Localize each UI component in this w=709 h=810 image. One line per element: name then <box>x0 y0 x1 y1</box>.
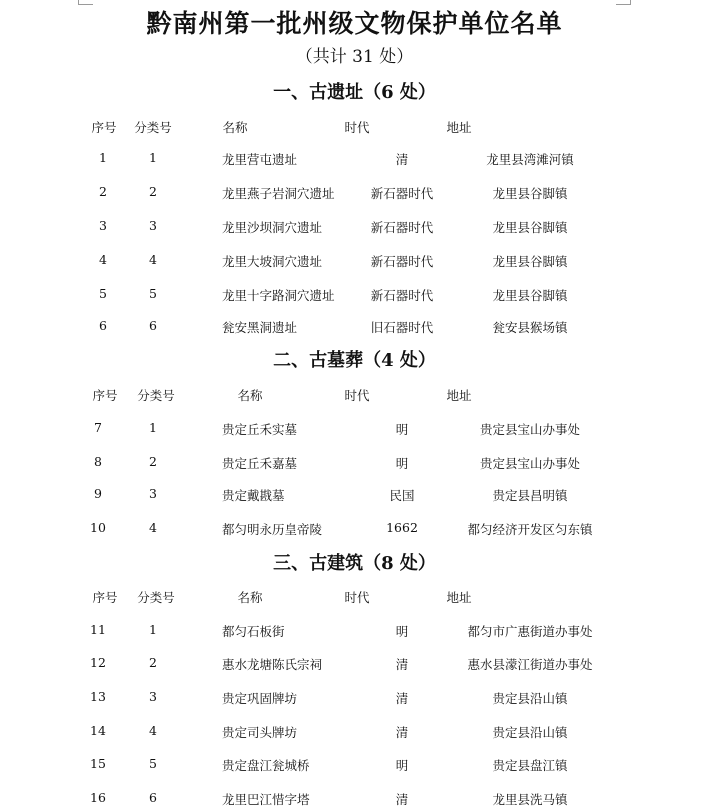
cell-name: 都匀石板街 <box>222 624 285 639</box>
cell-era: 清 <box>395 152 409 167</box>
cell-class-no: 1 <box>149 420 157 435</box>
cell-name: 龙里燕子岩洞穴遗址 <box>222 186 335 201</box>
cell-class-no: 1 <box>149 150 157 165</box>
header-era: 时代 <box>344 590 370 605</box>
cell-address: 瓮安县猴场镇 <box>492 320 568 335</box>
cell-era: 清 <box>395 792 409 807</box>
cell-class-no: 3 <box>149 486 157 501</box>
cell-seq: 8 <box>94 454 102 469</box>
header-era: 时代 <box>344 120 370 135</box>
cell-name: 贵定巩固牌坊 <box>222 691 298 706</box>
cell-address: 龙里县湾滩河镇 <box>486 152 574 167</box>
cell-era: 明 <box>395 624 409 639</box>
cell-address: 惠水县濛江街道办事处 <box>467 657 593 672</box>
cell-class-no: 4 <box>149 723 157 738</box>
section-title: 二、古墓葬（4 处） <box>273 350 436 371</box>
cell-era: 清 <box>395 691 409 706</box>
cell-class-no: 6 <box>149 790 157 805</box>
cell-seq: 13 <box>90 689 106 704</box>
cell-address: 龙里县谷脚镇 <box>492 288 568 303</box>
cell-address: 龙里县洗马镇 <box>492 792 568 807</box>
cell-era: 新石器时代 <box>370 254 434 269</box>
header-address: 地址 <box>446 120 472 135</box>
document-title: 黔南州第一批州级文物保护单位名单 <box>146 9 563 38</box>
cell-address: 龙里县谷脚镇 <box>492 186 568 201</box>
cell-address: 都匀市广惠街道办事处 <box>467 624 593 639</box>
cell-name: 贵定丘禾实墓 <box>222 422 298 437</box>
cell-class-no: 3 <box>149 218 157 233</box>
cell-seq: 6 <box>99 318 107 333</box>
cell-era: 清 <box>395 725 409 740</box>
cell-seq: 4 <box>99 252 107 267</box>
section-title: 三、古建筑（8 处） <box>273 553 436 574</box>
cell-era: 明 <box>395 456 409 471</box>
cell-address: 都匀经济开发区匀东镇 <box>467 522 593 537</box>
cell-era: 民国 <box>389 488 415 503</box>
cell-name: 贵定盘江瓮城桥 <box>222 758 310 773</box>
cell-seq: 2 <box>99 184 107 199</box>
cell-address: 贵定县昌明镇 <box>492 488 568 503</box>
cell-era: 新石器时代 <box>370 220 434 235</box>
cell-seq: 9 <box>94 486 102 501</box>
header-name: 名称 <box>222 120 248 135</box>
cell-seq: 16 <box>90 790 106 805</box>
cell-class-no: 2 <box>149 454 157 469</box>
cell-class-no: 4 <box>149 252 157 267</box>
cell-name: 贵定戴戡墓 <box>222 488 285 503</box>
cell-address: 贵定县宝山办事处 <box>479 456 581 471</box>
cell-class-no: 1 <box>149 622 157 637</box>
cell-address: 贵定县沿山镇 <box>492 691 568 706</box>
cell-seq: 12 <box>90 655 106 670</box>
cell-seq: 3 <box>99 218 107 233</box>
header-seq: 序号 <box>92 590 118 605</box>
cell-class-no: 5 <box>149 756 157 771</box>
cell-seq: 5 <box>99 286 107 301</box>
cell-era: 明 <box>395 758 409 773</box>
cell-seq: 15 <box>90 756 106 771</box>
cell-address: 龙里县谷脚镇 <box>492 220 568 235</box>
cell-name: 贵定司头牌坊 <box>222 725 298 740</box>
cell-era: 1662 <box>386 520 418 535</box>
cell-era: 新石器时代 <box>370 186 434 201</box>
cell-address: 贵定县盘江镇 <box>492 758 568 773</box>
cell-name: 龙里沙坝洞穴遗址 <box>222 220 323 235</box>
cell-era: 清 <box>395 657 409 672</box>
cell-class-no: 2 <box>149 184 157 199</box>
header-class-no: 分类号 <box>137 590 175 605</box>
cell-era: 旧石器时代 <box>370 320 434 335</box>
header-name: 名称 <box>237 590 263 605</box>
cell-name: 都匀明永历皇帝陵 <box>222 522 323 537</box>
document-subtitle: （共计 31 处） <box>295 47 414 67</box>
header-seq: 序号 <box>91 120 117 135</box>
header-address: 地址 <box>446 388 472 403</box>
cell-name: 贵定丘禾嘉墓 <box>222 456 298 471</box>
cell-seq: 11 <box>90 622 106 637</box>
cell-seq: 1 <box>99 150 107 165</box>
cell-class-no: 6 <box>149 318 157 333</box>
section-title: 一、古遗址（6 处） <box>273 82 436 103</box>
cell-name: 龙里十字路洞穴遗址 <box>222 288 335 303</box>
header-class-no: 分类号 <box>137 388 175 403</box>
cell-name: 瓮安黑洞遗址 <box>222 320 298 335</box>
header-address: 地址 <box>446 590 472 605</box>
cell-name: 惠水龙塘陈氏宗祠 <box>222 657 323 672</box>
cell-address: 贵定县宝山办事处 <box>479 422 581 437</box>
cell-era: 新石器时代 <box>370 288 434 303</box>
header-name: 名称 <box>237 388 263 403</box>
cell-name: 龙里大坡洞穴遗址 <box>222 254 323 269</box>
header-era: 时代 <box>344 388 370 403</box>
cell-address: 龙里县谷脚镇 <box>492 254 568 269</box>
cell-seq: 7 <box>94 420 102 435</box>
cell-name: 龙里巴江惜字塔 <box>222 792 310 807</box>
cell-class-no: 2 <box>149 655 157 670</box>
header-seq: 序号 <box>92 388 118 403</box>
cell-address: 贵定县沿山镇 <box>492 725 568 740</box>
cell-class-no: 5 <box>149 286 157 301</box>
cell-class-no: 3 <box>149 689 157 704</box>
cell-era: 明 <box>395 422 409 437</box>
cell-class-no: 4 <box>149 520 157 535</box>
cell-seq: 14 <box>90 723 106 738</box>
cell-seq: 10 <box>90 520 106 535</box>
cell-name: 龙里营屯遗址 <box>222 152 298 167</box>
header-class-no: 分类号 <box>134 120 172 135</box>
